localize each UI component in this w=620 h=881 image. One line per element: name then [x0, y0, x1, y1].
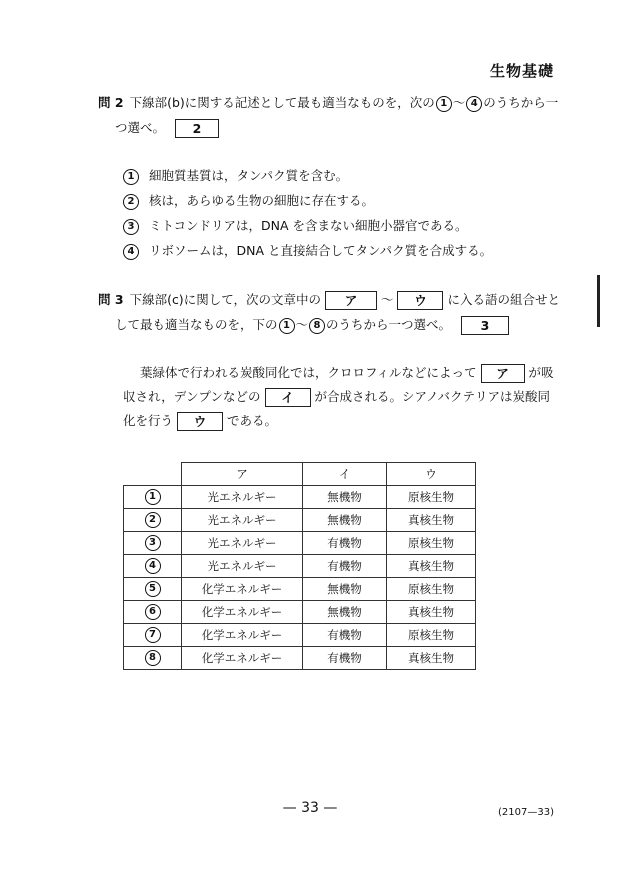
cell-a: 化学エネルギー	[182, 578, 303, 601]
col-header-a: ア	[182, 463, 303, 486]
table-row[interactable]	[124, 532, 476, 555]
cell-i: 有機物	[303, 624, 387, 647]
row-number: 7	[145, 627, 161, 643]
page-number: — 33 —	[282, 800, 338, 816]
q2-range-to: 4	[466, 96, 482, 112]
col-header-u: ウ	[387, 463, 476, 486]
q2-stem-line2: つ選べ。 2	[115, 119, 219, 138]
cell-u: 真核生物	[387, 601, 476, 624]
table-corner	[124, 463, 182, 486]
blank-u-box[interactable]: ウ	[397, 291, 443, 310]
passage-blank-a: ア	[481, 364, 525, 383]
q2-option[interactable]: 3 ミトコンドリアは，DNA を含まない細胞小器官である。	[123, 217, 468, 235]
cell-a: 光エネルギー	[182, 555, 303, 578]
row-number: 2	[145, 512, 161, 528]
q2-answer-box[interactable]: 2	[175, 119, 219, 138]
cell-a: 化学エネルギー	[182, 601, 303, 624]
table-row[interactable]	[124, 555, 476, 578]
passage-line2: 収され，デンプンなどの イ が合成される。シアノバクテリアは炭酸同	[123, 389, 551, 405]
cell-a: 光エネルギー	[182, 486, 303, 509]
option-number: 4	[123, 244, 139, 260]
option-number: 3	[123, 219, 139, 235]
row-number: 5	[145, 581, 161, 597]
table-row[interactable]	[124, 509, 476, 532]
blank-a-box[interactable]: ア	[325, 291, 377, 310]
cell-i: 無機物	[303, 509, 387, 532]
cell-a: 光エネルギー	[182, 532, 303, 555]
row-number: 3	[145, 535, 161, 551]
q3-stem-line2: して最も適当なものを，下の 1 ～ 8 のうちから一つ選べ。 3	[115, 316, 509, 335]
row-number: 6	[145, 604, 161, 620]
cell-u: 原核生物	[387, 578, 476, 601]
cell-u: 真核生物	[387, 555, 476, 578]
q2-range-from: 1	[436, 96, 452, 112]
cell-u: 原核生物	[387, 486, 476, 509]
cell-i: 有機物	[303, 532, 387, 555]
cell-a: 化学エネルギー	[182, 624, 303, 647]
cell-i: 有機物	[303, 555, 387, 578]
q3-answer-box[interactable]: 3	[461, 316, 509, 335]
q2-label: 問 2	[98, 95, 124, 110]
table-row[interactable]	[124, 578, 476, 601]
cell-a: 化学エネルギー	[182, 647, 303, 670]
exam-code: (2107—33)	[498, 807, 554, 818]
cell-u: 原核生物	[387, 532, 476, 555]
q3-range-to: 8	[309, 318, 325, 334]
choices-table	[123, 462, 476, 670]
passage-line3: 化を行う ウ である。	[123, 413, 278, 429]
col-header-i: イ	[303, 463, 387, 486]
table-row[interactable]	[124, 601, 476, 624]
cell-i: 無機物	[303, 601, 387, 624]
subject-title: 生物基礎	[489, 62, 554, 80]
q2-stem-line1: 問 2 下線部(b)に関する記述として最も適当なものを，次の 1 ～ 4 のうちから一	[98, 95, 559, 110]
cell-i: 無機物	[303, 578, 387, 601]
cell-i: 有機物	[303, 647, 387, 670]
q2-option[interactable]: 2 核は，あらゆる生物の細胞に存在する。	[123, 192, 374, 210]
cell-a: 光エネルギー	[182, 509, 303, 532]
table-row[interactable]	[124, 486, 476, 509]
passage-blank-u: ウ	[177, 412, 223, 431]
table-header-row	[124, 463, 476, 486]
passage-blank-i: イ	[265, 388, 311, 407]
row-number: 4	[145, 558, 161, 574]
option-number: 1	[123, 169, 139, 185]
cell-u: 原核生物	[387, 624, 476, 647]
cell-i: 無機物	[303, 486, 387, 509]
q3-stem-line1: 問 3 下線部(c)に関して，次の文章中の ア ～ ウ に入る語の組合せと	[98, 292, 560, 308]
option-number: 2	[123, 194, 139, 210]
passage-line1: 葉緑体で行われる炭酸同化では，クロロフィルなどによって ア が吸	[140, 365, 554, 381]
table-row[interactable]	[124, 624, 476, 647]
row-number: 1	[145, 489, 161, 505]
row-number: 8	[145, 650, 161, 666]
q3-range-from: 1	[279, 318, 295, 334]
margin-bar	[597, 275, 600, 327]
table-row[interactable]	[124, 647, 476, 670]
q2-option[interactable]: 4 リボソームは，DNA と直接結合してタンパク質を合成する。	[123, 242, 492, 260]
q2-option[interactable]: 1 細胞質基質は，タンパク質を含む。	[123, 167, 348, 185]
q3-label: 問 3	[98, 292, 124, 307]
cell-u: 真核生物	[387, 509, 476, 532]
cell-u: 真核生物	[387, 647, 476, 670]
